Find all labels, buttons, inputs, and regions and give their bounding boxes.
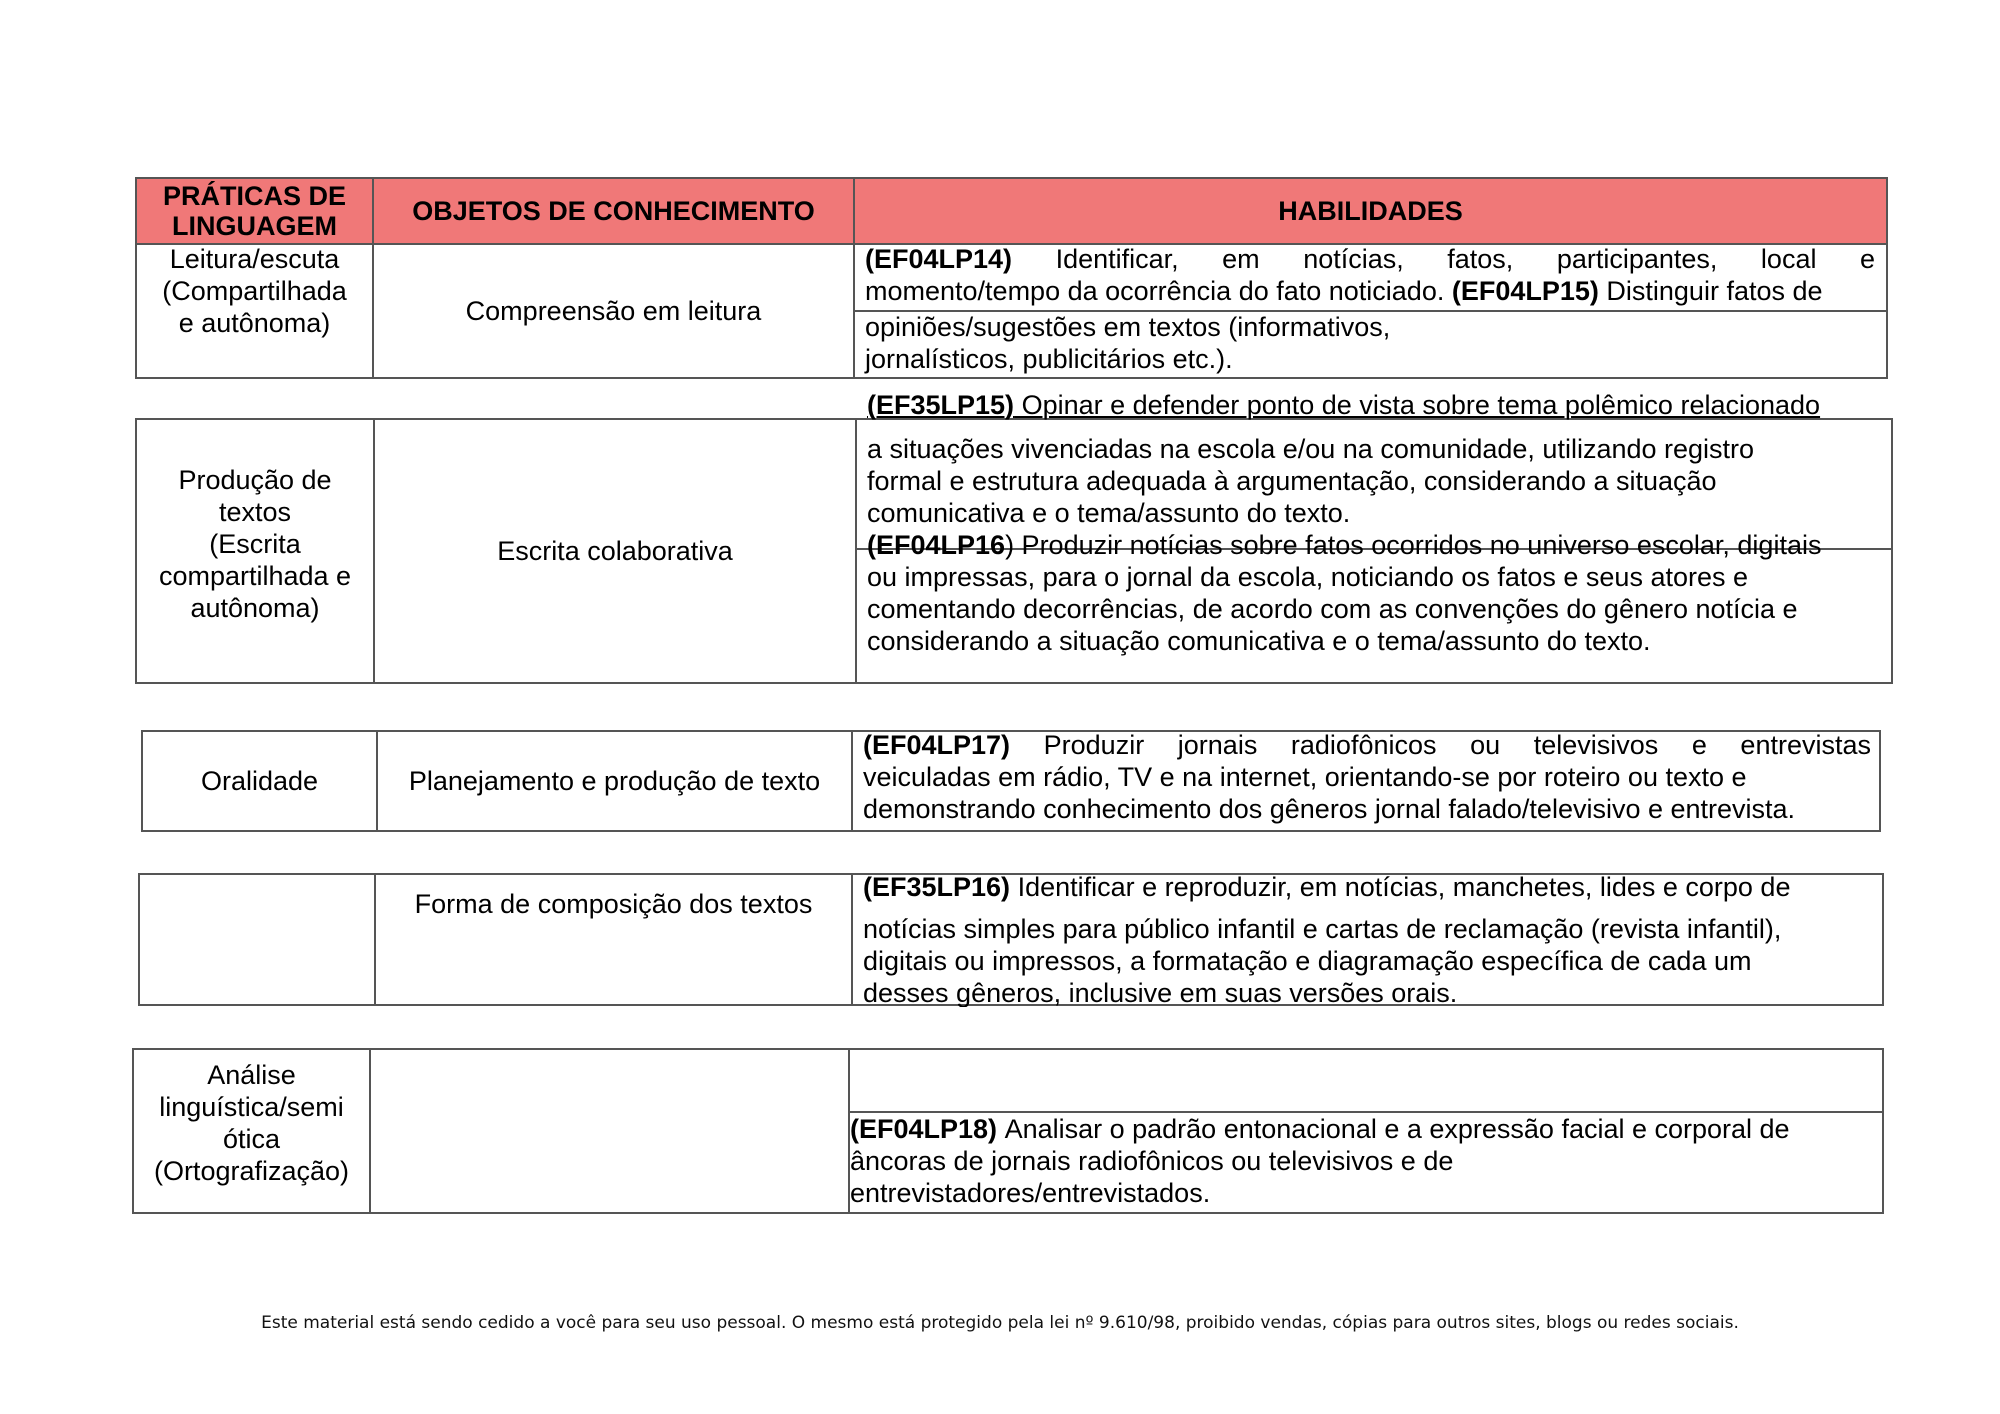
pratica-line: (Escrita (209, 529, 301, 559)
row4-objeto (376, 888, 851, 920)
pratica-line: textos (218, 497, 292, 527)
hab-line (850, 1113, 1884, 1145)
hab-line: âncoras de jornais radiofônicos ou televisivos e de (850, 1146, 1454, 1176)
pratica-line: (Ortografização) (153, 1156, 350, 1186)
pratica-line: autônoma) (190, 593, 320, 623)
row5-pratica (134, 1059, 369, 1187)
hab-line (865, 243, 1875, 275)
hab-line: comentando decorrências, de acordo com as convenções do gênero notícia e (867, 594, 1798, 624)
pratica-line: (Compartilhada (162, 276, 347, 306)
row5-objeto (371, 1050, 848, 1212)
row4-habilidades (853, 871, 1884, 1007)
pratica-line: ótica (222, 1124, 281, 1154)
pratica-label: Oralidade (200, 766, 319, 796)
row1-habilidades (855, 243, 1915, 375)
pratica-line: e autônoma) (178, 308, 331, 338)
pratica-line: Leitura/escuta (169, 244, 340, 274)
objeto-label: Planejamento e produção de texto (408, 766, 821, 796)
objeto-label: Compreensão em leitura (465, 296, 762, 326)
row3-habilidades (853, 729, 1881, 825)
skill-code: (EF04LP15) (1451, 276, 1599, 306)
row4-pratica (140, 875, 374, 1004)
hab-line: considerando a situação comunicativa e o tema/assunto do texto. (867, 626, 1651, 656)
hab-line: jornalísticos, publicitários etc.). (865, 344, 1233, 374)
skill-text: momento/tempo da ocorrência do fato noticiado. (865, 276, 1452, 306)
pratica-line: compartilhada e (158, 561, 352, 591)
pratica-line: Produção de (178, 465, 332, 495)
skill-text: Identificar e reproduzir, em notícias, manchetes, lides e corpo de (1010, 872, 1791, 902)
hab-line: entrevistadores/entrevistados. (850, 1178, 1211, 1208)
hab-line: opiniões/sugestões em textos (informativos, (865, 312, 1391, 342)
header-habilidades (855, 179, 1886, 243)
hab-line (867, 389, 1887, 421)
skill-text: Produzir jornais radiofônicos ou televisivos e entrevistas (1010, 730, 1871, 760)
hab-line (865, 275, 1905, 307)
header-praticas (137, 179, 372, 243)
skill-code: (EF04LP14) (865, 244, 1013, 274)
skill-text: Distinguir fatos de (1598, 276, 1823, 306)
hab-line (863, 871, 1874, 903)
hab-line: demonstrando conhecimento dos gêneros jornal falado/televisivo e entrevista. (863, 794, 1796, 824)
hab-line: ou impressas, para o jornal da escola, noticiando os fatos e seus atores e (867, 562, 1749, 592)
objeto-label: Forma de composição dos textos (414, 889, 813, 919)
hab-line: comunicativa e o tema/assunto do texto. (867, 498, 1351, 528)
row5-habilidades (850, 1113, 1884, 1209)
hab-line: digitais ou impressos, a formatação e diagramação específica de cada um (863, 946, 1752, 976)
row3-pratica (143, 732, 376, 830)
row1-objeto (374, 245, 853, 377)
header-objetos-label: OBJETOS DE CONHECIMENTO (412, 196, 815, 226)
row2-objeto (375, 420, 855, 682)
row2-habilidades (857, 389, 1897, 657)
row3-objeto (378, 732, 851, 830)
hab-line (867, 529, 1887, 561)
hab-line (863, 729, 1871, 761)
skill-code: (EF04LP16 (867, 530, 1006, 560)
skill-code: (EF35LP15) (867, 390, 1015, 420)
hab-line: veiculadas em rádio, TV e na internet, orientando-se por roteiro ou texto e (863, 762, 1747, 792)
hab-line: a situações vivenciadas na escola e/ou na comunidade, utilizando registro (867, 434, 1755, 464)
pratica-line: linguística/semi (159, 1092, 344, 1122)
skill-text: Analisar o padrão entonacional e a expressão facial e corporal de (997, 1114, 1790, 1144)
header-praticas-label: PRÁTICAS DE LINGUAGEM (162, 181, 346, 241)
header-objetos (374, 179, 853, 243)
hab-line: formal e estrutura adequada à argumentação, considerando a situação (867, 466, 1717, 496)
row1-pratica (137, 243, 372, 339)
copyright-footer: Este material está sendo cedido a você para seu uso pessoal. O mesmo está protegido pela lei nº 9.610/98, proibido vendas, cópias para outros sites, blogs ou redes sociais. (261, 1313, 1739, 1333)
pratica-line: Análise (207, 1060, 296, 1090)
skill-code: (EF35LP16) (863, 872, 1011, 902)
skill-text: Opinar e defender ponto de vista sobre tema polêmico relacionado (1014, 390, 1821, 420)
hab-line: notícias simples para público infantil e cartas de reclamação (revista infantil), (863, 914, 1782, 944)
skill-code: (EF04LP17) (863, 730, 1011, 760)
objeto-label: Escrita colaborativa (497, 536, 733, 566)
skill-text: ) Produzir notícias sobre fatos ocorridos no universo escolar, digitais (1005, 530, 1822, 560)
header-habilidades-label: HABILIDADES (1278, 196, 1463, 226)
skill-text: Identificar, em notícias, fatos, participantes, local e (1012, 244, 1875, 274)
row2-pratica (137, 464, 373, 624)
skill-code: (EF04LP18) (850, 1114, 998, 1144)
hab-line: desses gêneros, inclusive em suas versões orais. (863, 978, 1458, 1007)
